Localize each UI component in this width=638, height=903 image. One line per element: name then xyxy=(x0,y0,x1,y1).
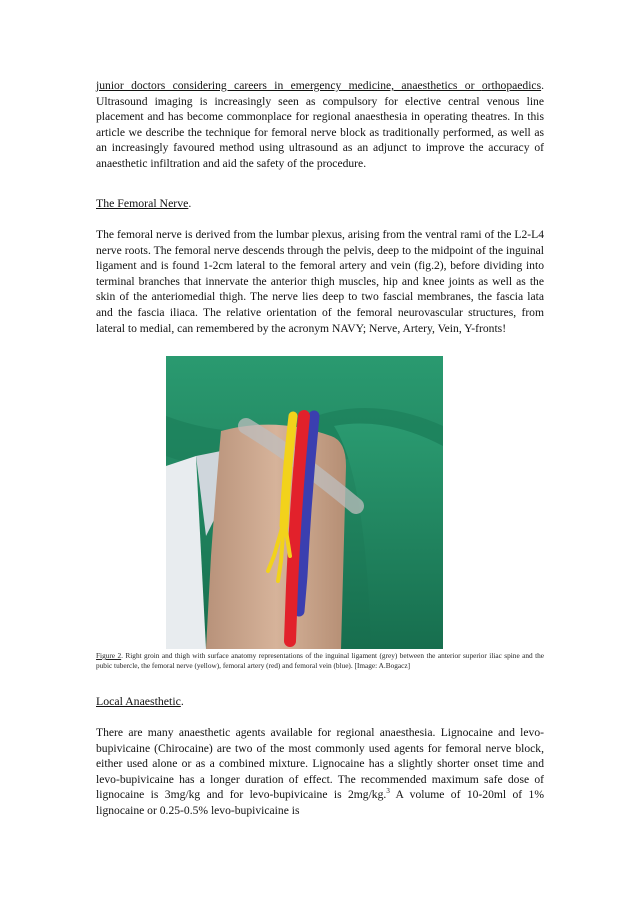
heading-local-anaesthetic-text: Local Anaesthetic xyxy=(96,694,181,708)
intro-underlined-line1: junior doctors considering careers in emergency medicine, anaesthetics or xyxy=(96,79,482,92)
heading-local-anaesthetic-suffix: . xyxy=(180,694,184,708)
figure-caption xyxy=(96,651,544,672)
figure-caption-text: . Right groin and thigh with surface anatomy representations of the inguinal ligament (grey) between the anterior superior iliac spine and the pubic tubercle, the femoral nerve (yellow), femoral artery (red) and femoral vein (blue). [Image: A.Bogacz] xyxy=(96,651,544,671)
intro-underlined-line2: orthopaedics xyxy=(481,79,542,92)
intro-paragraph xyxy=(96,78,544,172)
femoral-nerve-paragraph: The femoral nerve is derived from the lumbar plexus, arising from the ventral rami of the L2-L4 nerve roots. The femoral nerve descends through the pelvis, deep to the midpoint of the inguinal ligament and is found 1-2cm lateral to the femoral artery and vein (fig.2), before dividing into terminal branches that innervate the anterior thigh muscles, hip and knee joints as well as the skin of the anteriomedial thigh. The nerve lies deep to two fascial membranes, the fascia lata and the fascia iliaca. The relative orientation of the femoral neurovascular structures, from lateral to medial, can remembered by the acronym NAVY; Nerve, Artery, Vein, Y-fronts! xyxy=(96,228,544,335)
local-anaesthetic-text-b: A volume of 10-20ml of 1% lignocaine or 0.25-0.5% levo-bupivicaine is xyxy=(96,788,544,817)
figure-label: Figure 2 xyxy=(96,651,122,660)
reference-marker: 3 xyxy=(386,787,390,796)
heading-femoral-nerve-text: The Femoral Nerve xyxy=(96,196,189,210)
groin-anatomy-illustration xyxy=(166,356,443,649)
figure-2-photo xyxy=(166,356,443,649)
local-anaesthetic-paragraph xyxy=(96,725,544,819)
heading-local-anaesthetic xyxy=(96,694,544,710)
thigh-skin xyxy=(206,425,346,649)
intro-text: . Ultrasound imaging is increasingly seen as compulsory for elective central venous line placement and has become commonplace for regional anaesthesia in operating theatres. In this article we describe the technique for femoral nerve block as traditionally performed, as well as an increasingly favoured method using ultrasound as an adjunct to improve the accuracy of anaesthetic infiltration and aid the safety of the procedure. xyxy=(96,79,544,170)
heading-femoral-nerve-suffix: . xyxy=(188,196,192,210)
heading-femoral-nerve xyxy=(96,196,544,212)
local-anaesthetic-text-a: There are many anaesthetic agents available for regional anaesthesia. Lignocaine and levo-bupivicaine (Chirocaine) are two of the most commonly used agents for femoral nerve block, either used alone or as a combined mixture. Lignocaine has a slightly shorter onset time and levo-bupivicaine has a longer duration of effect. The recommended maximum safe dose of lignocaine is 3mg/kg and for levo-bupivicaine is 2mg/kg. xyxy=(96,726,544,802)
